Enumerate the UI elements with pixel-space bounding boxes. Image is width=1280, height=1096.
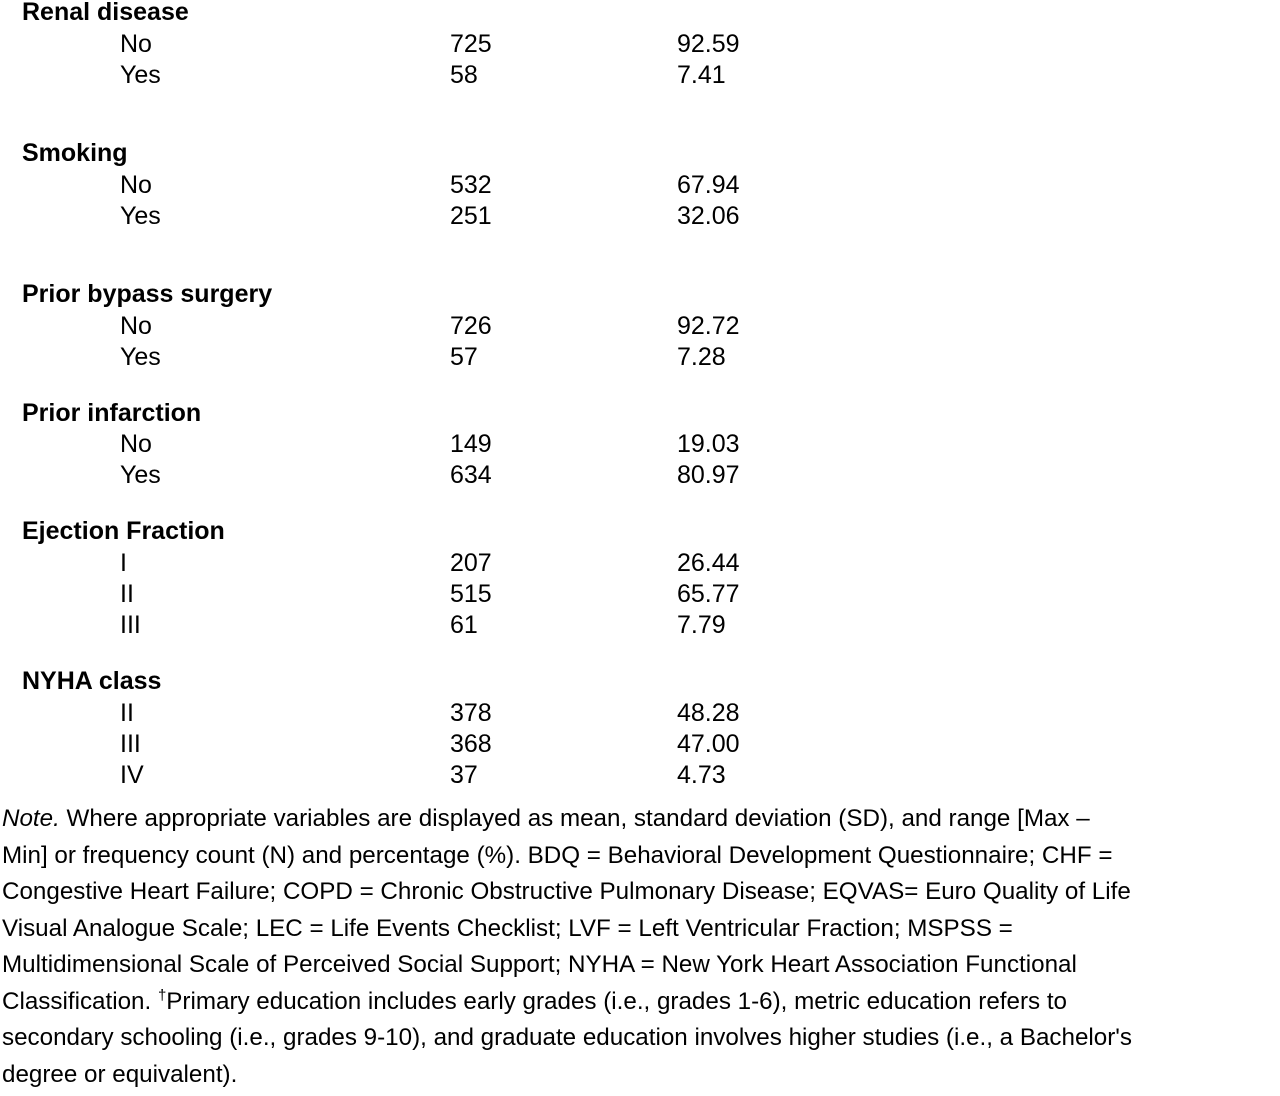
row-percent: 32.06 — [677, 202, 740, 230]
note-line — [2, 984, 1276, 1021]
note-line: Multidimensional Scale of Perceived Social Support; NYHA = New York Heart Association Functional — [2, 951, 1077, 978]
row-label: I — [120, 549, 127, 577]
row-label: Yes — [120, 61, 161, 89]
row-label: III — [120, 611, 141, 639]
section-title: Prior bypass surgery — [22, 280, 273, 308]
row-percent: 67.94 — [677, 171, 740, 199]
row-count: 725 — [450, 30, 492, 58]
row-percent: 92.72 — [677, 312, 740, 340]
note-text: Primary education includes early grades (i.e., grades 1-6), metric education refers to — [166, 987, 1068, 1015]
row-label: No — [120, 171, 152, 199]
section-title: NYHA class — [22, 667, 162, 695]
row-label: No — [120, 30, 152, 58]
row-percent: 7.28 — [677, 343, 726, 371]
row-label: II — [120, 580, 134, 608]
section-title: Prior infarction — [22, 399, 202, 427]
row-count: 378 — [450, 699, 492, 727]
row-percent: 65.77 — [677, 580, 740, 608]
row-percent: 19.03 — [677, 430, 740, 458]
row-percent: 48.28 — [677, 699, 740, 727]
section-title: Renal disease — [22, 0, 189, 26]
row-count: 207 — [450, 549, 492, 577]
row-label: No — [120, 312, 152, 340]
row-label: Yes — [120, 202, 161, 230]
row-label: Yes — [120, 343, 161, 371]
note-text: Classification. — [2, 987, 158, 1015]
row-percent: 47.00 — [677, 730, 740, 758]
row-count: 61 — [450, 611, 478, 639]
row-count: 37 — [450, 761, 478, 789]
note-text: Where appropriate variables are displayed as mean, standard deviation (SD), and range [Max – — [59, 805, 1090, 832]
dagger-footnote-mark: † — [157, 986, 167, 1004]
row-label: No — [120, 430, 152, 458]
note-lead: Note. — [2, 805, 60, 832]
row-label: IV — [120, 761, 144, 789]
row-label: II — [120, 699, 134, 727]
row-count: 58 — [450, 61, 478, 89]
row-label: Yes — [120, 461, 161, 489]
row-count: 251 — [450, 202, 492, 230]
row-count: 149 — [450, 430, 492, 458]
row-count: 57 — [450, 343, 478, 371]
note-line — [2, 801, 1276, 838]
row-percent: 4.73 — [677, 761, 726, 789]
row-count: 515 — [450, 580, 492, 608]
row-label: III — [120, 730, 141, 758]
note-line: Congestive Heart Failure; COPD = Chronic Obstructive Pulmonary Disease; EQVAS= Euro Quality of Life — [2, 878, 1131, 905]
note-line: degree or equivalent). — [2, 1060, 238, 1088]
row-count: 532 — [450, 171, 492, 199]
row-percent: 92.59 — [677, 30, 740, 58]
note-line: secondary schooling (i.e., grades 9-10), and graduate education involves higher studies (i.e., a Bachelor's — [2, 1024, 1132, 1051]
row-percent: 26.44 — [677, 549, 740, 577]
section-title: Smoking — [22, 139, 128, 167]
row-count: 726 — [450, 312, 492, 340]
row-percent: 7.79 — [677, 611, 726, 639]
note-line: Min] or frequency count (N) and percentage (%). BDQ = Behavioral Development Questionnaire; CHF = — [2, 841, 1113, 869]
table-note — [2, 801, 1276, 1093]
note-line: Visual Analogue Scale; LEC = Life Events Checklist; LVF = Left Ventricular Fraction; MSPSS = — [2, 914, 1013, 942]
section-title: Ejection Fraction — [22, 517, 225, 545]
row-count: 634 — [450, 461, 492, 489]
row-count: 368 — [450, 730, 492, 758]
row-percent: 80.97 — [677, 461, 740, 489]
row-percent: 7.41 — [677, 61, 726, 89]
